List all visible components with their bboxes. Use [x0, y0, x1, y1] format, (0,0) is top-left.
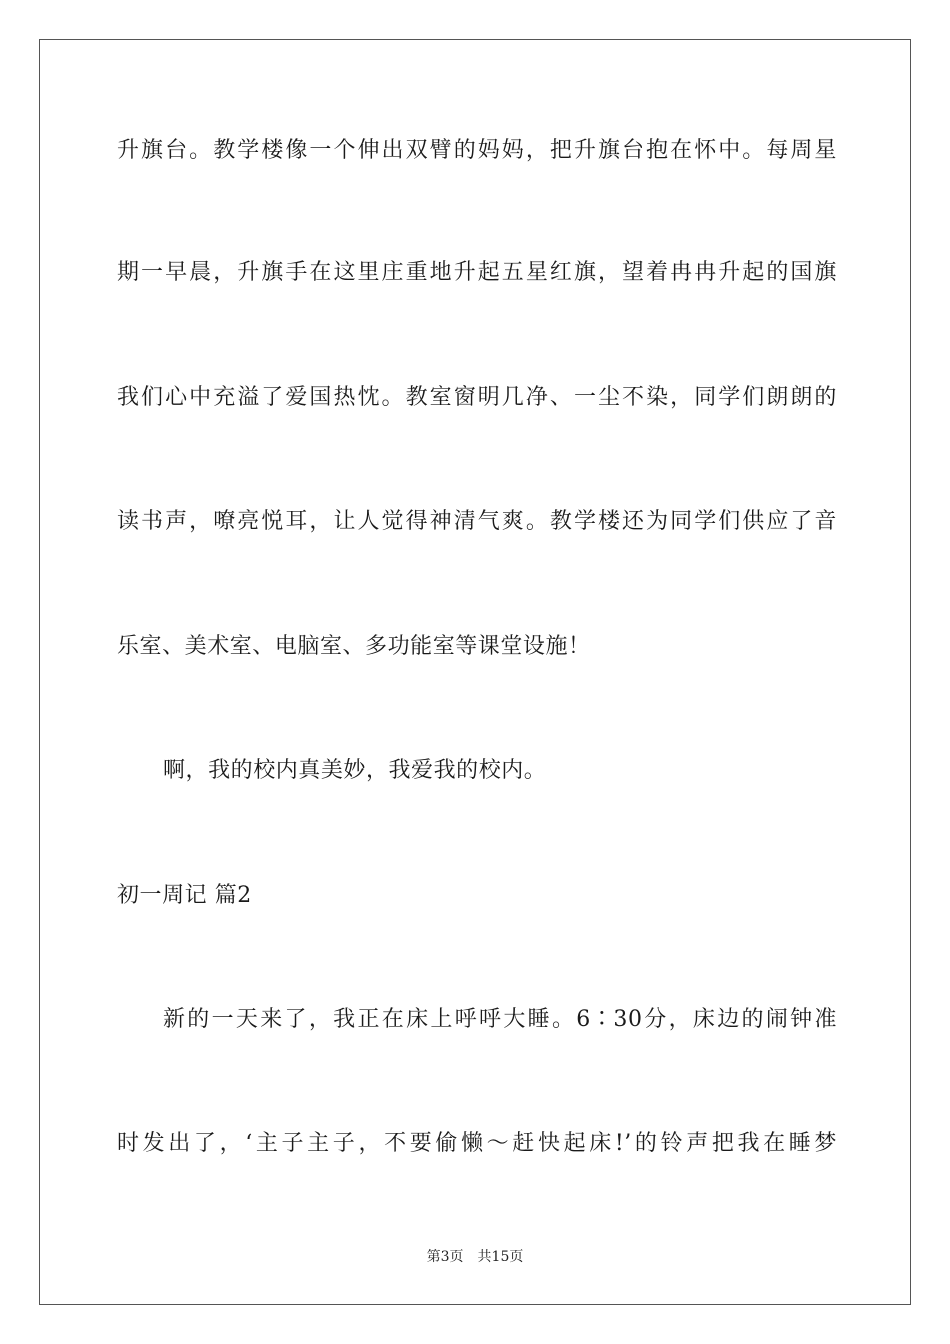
paragraph-line: 新的一天来了，我正在床上呼呼大睡。6∶30分，床边的闹钟准: [163, 1007, 837, 1032]
section-heading: 初一周记 篇2: [117, 883, 252, 908]
paragraph-line: 乐室、美术室、电脑室、多功能室等课堂设施！: [117, 634, 591, 659]
paragraph-line: 升旗台。教学楼像一个伸出双臂的妈妈，把升旗台抱在怀中。每周星: [117, 138, 837, 163]
page-number: 第3页: [426, 1249, 464, 1265]
paragraph-line: 时发出了，‘主子主子，不要偷懒～赶快起床!’的铃声把我在睡梦: [117, 1131, 837, 1156]
page-footer: [0, 1247, 950, 1267]
paragraph-line: 期一早晨，升旗手在这里庄重地升起五星红旗，望着冉冉升起的国旗: [117, 260, 837, 285]
page-border: [39, 39, 911, 1305]
paragraph-line: 我们心中充溢了爱国热忱。教室窗明几净、一尘不染，同学们朗朗的: [117, 385, 837, 410]
page-total: 共15页: [477, 1249, 524, 1265]
paragraph-line: 啊，我的校内真美妙，我爱我的校内。: [163, 758, 547, 783]
paragraph-line: 读书声，嘹亮悦耳，让人觉得神清气爽。教学楼还为同学们供应了音: [117, 509, 837, 534]
